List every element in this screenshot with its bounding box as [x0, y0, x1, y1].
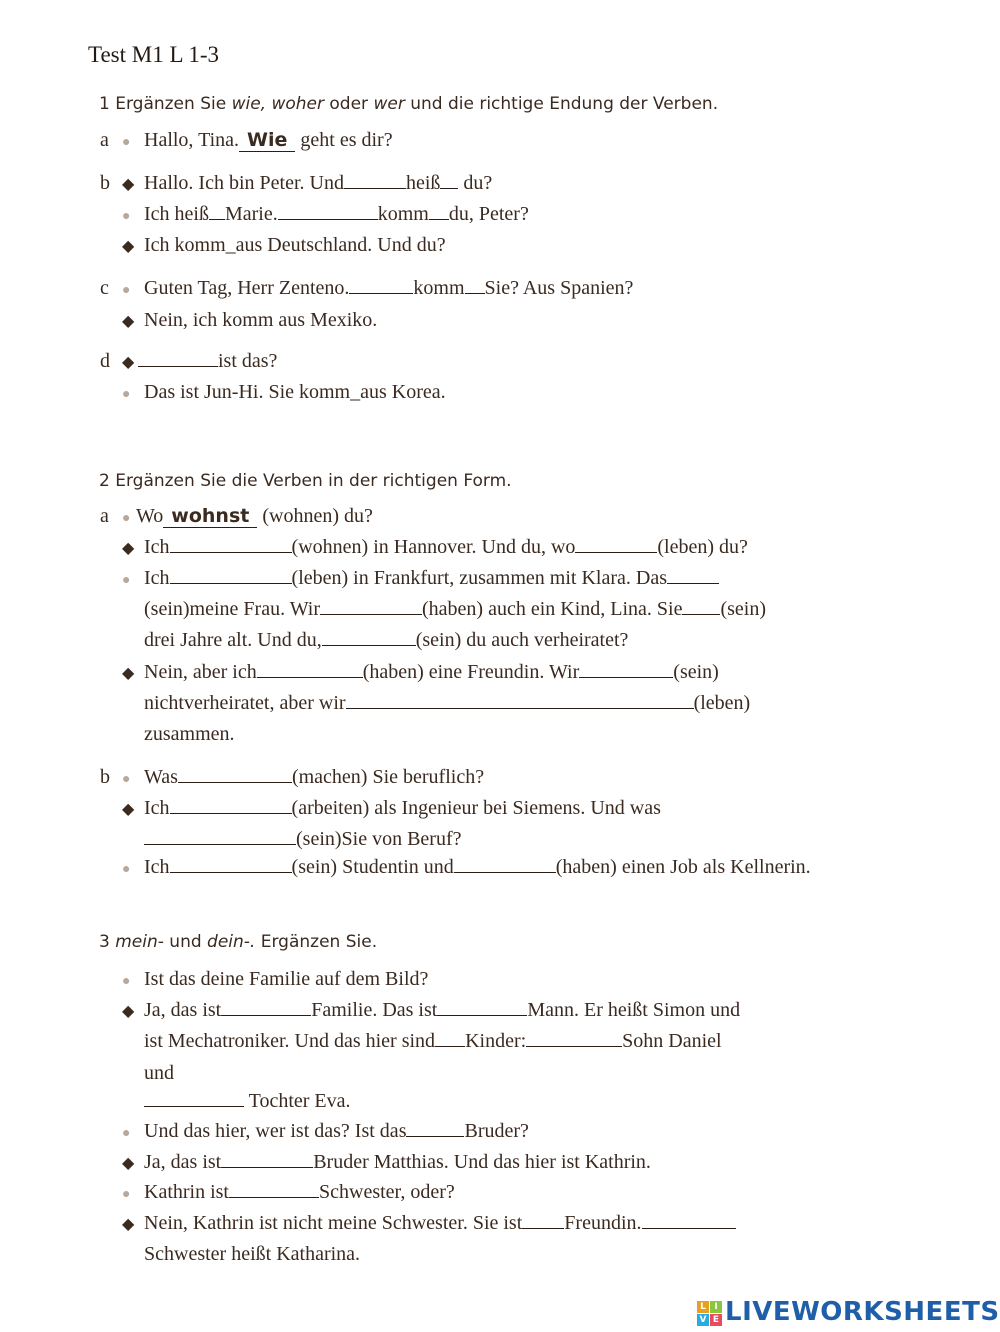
diamond-icon: ◆: [122, 801, 135, 818]
heading-text: und: [163, 932, 208, 952]
line-text: Kathrin ist: [144, 1181, 229, 1203]
exercise-1d-line2: [122, 381, 446, 404]
line-text: ist das?: [218, 350, 278, 372]
line-text: du?: [458, 172, 493, 194]
line-text: (sein): [720, 598, 767, 620]
line-text: Wo: [136, 505, 164, 527]
exercise-2a-line3: [122, 567, 719, 590]
blank-field[interactable]: [257, 663, 363, 678]
bullet-dot-icon: ●: [122, 209, 131, 224]
blank-field[interactable]: [522, 1214, 564, 1229]
line-text: Nein, ich komm aus Mexiko.: [144, 309, 378, 331]
line-text: (wohnen) in Hannover. Und du, wo: [291, 536, 576, 558]
exercise-1d-line1: [100, 350, 277, 373]
exercise-3-line7: [122, 1151, 651, 1174]
line-text: (sein): [673, 661, 719, 683]
bullet-dot-icon: ●: [122, 511, 131, 526]
line-text: (leben) in Frankfurt, zusammen mit Klara. Das: [291, 567, 667, 589]
line-text: und: [144, 1062, 174, 1084]
bullet-dot-icon: ●: [122, 862, 131, 877]
line-text: (arbeiten) als Ingenieur bei Siemens. Und was: [291, 797, 661, 819]
exercise-1c-line1: [100, 277, 633, 300]
blank-field[interactable]: [221, 1153, 313, 1168]
heading-emphasis: wer: [373, 94, 405, 114]
line-text: Familie. Das ist: [311, 999, 438, 1021]
line-text: (sein) du auch verheiratet?: [415, 629, 629, 651]
blank-field[interactable]: [642, 1214, 736, 1229]
line-text: geht es dir?: [295, 129, 393, 151]
liveworksheets-logo-icon: [697, 1301, 721, 1325]
exercise-2a-line5: [144, 629, 628, 652]
blank-field[interactable]: [278, 205, 378, 220]
heading-text: Ergänzen Sie.: [255, 932, 378, 952]
exercise-3-line3: [144, 1030, 722, 1053]
blank-field[interactable]: [170, 538, 292, 553]
line-text: Nein, aber ich: [144, 661, 257, 683]
line-text: Und das hier, wer ist das? Ist das: [144, 1120, 407, 1142]
exercise-2a-line2: [122, 536, 748, 559]
blank-field[interactable]: [170, 858, 292, 873]
diamond-icon: ◆: [122, 238, 135, 255]
line-text: Freundin.: [564, 1212, 642, 1234]
blank-field[interactable]: [170, 799, 292, 814]
line-text: Sohn Daniel: [622, 1030, 722, 1052]
bullet-dot-icon: ●: [122, 135, 131, 150]
exercise-3-line1: [122, 968, 428, 991]
blank-field[interactable]: [178, 768, 292, 783]
diamond-icon: ◆: [122, 1003, 135, 1020]
blank-field[interactable]: [465, 279, 485, 294]
exercise-2a-line7: [144, 692, 750, 715]
line-text: (sein)Sie von Beruf?: [296, 828, 462, 850]
exercise-1b-line2: [122, 203, 529, 226]
line-text: komm: [377, 203, 429, 225]
exercise-2b-line2: [122, 797, 661, 820]
item-letter: c: [100, 277, 109, 299]
blank-field[interactable]: [435, 1032, 465, 1047]
exercise-2a-line1: [100, 505, 373, 528]
item-letter: b: [100, 766, 110, 788]
blank-field[interactable]: [144, 1092, 244, 1107]
blank-field[interactable]: [406, 1122, 464, 1137]
blank-field[interactable]: [144, 830, 296, 845]
line-text: Ist das deine Familie auf dem Bild?: [144, 968, 429, 990]
blank-field[interactable]: [344, 174, 406, 189]
blank-field[interactable]: [229, 1183, 319, 1198]
blank-field[interactable]: [437, 1001, 527, 1016]
exercise-2b-line3: [144, 828, 462, 851]
blank-field[interactable]: [575, 538, 657, 553]
line-text: Ich: [144, 536, 170, 558]
line-text: Schwester heißt Katharina.: [144, 1243, 361, 1265]
section-1-heading: [99, 94, 718, 114]
exercise-3-line10: [144, 1243, 360, 1266]
line-text: Was: [144, 766, 178, 788]
diamond-icon: ◆: [122, 313, 135, 330]
line-text: heiß: [405, 172, 441, 194]
logo-letter: V: [697, 1314, 709, 1326]
line-text: nichtverheiratet, aber wir: [144, 692, 346, 714]
line-text: Marie.: [224, 203, 278, 225]
line-text: Tochter Eva.: [244, 1090, 351, 1112]
exercise-3-line2: [122, 999, 740, 1022]
line-text: Guten Tag, Herr Zenteno.: [144, 277, 350, 299]
line-text: du, Peter?: [448, 203, 529, 225]
exercise-3-line5: [144, 1090, 351, 1113]
bullet-dot-icon: ●: [122, 1187, 131, 1202]
heading-text: 3: [99, 932, 116, 952]
line-text: Ich: [144, 567, 170, 589]
blank-field[interactable]: [322, 631, 416, 646]
line-text: (haben) auch ein Kind, Lina. Sie: [422, 598, 683, 620]
diamond-icon: ◆: [122, 665, 135, 682]
line-text: Sie? Aus Spanien?: [484, 277, 634, 299]
exercise-3-line6: [122, 1120, 529, 1143]
line-text: Bruder Matthias. Und das hier ist Kathrin.: [313, 1151, 651, 1173]
line-text: Ich heiß: [144, 203, 209, 225]
diamond-icon: ◆: [122, 1216, 135, 1233]
exercise-2a-line6: [122, 661, 719, 684]
line-text: (sein)meine Frau. Wir: [144, 598, 320, 620]
blank-field[interactable]: [667, 569, 719, 584]
answer-field[interactable]: Wie: [239, 129, 295, 152]
line-text: Das ist Jun-Hi. Sie komm_aus Korea.: [144, 381, 446, 403]
line-text: Nein, Kathrin ist nicht meine Schwester. Sie ist: [144, 1212, 523, 1234]
line-text: Hallo, Tina.: [144, 129, 240, 151]
line-text: Hallo. Ich bin Peter. Und: [144, 172, 344, 194]
line-text: (haben) eine Freundin. Wir: [362, 661, 580, 683]
line-text: Schwester, oder?: [319, 1181, 455, 1203]
bullet-dot-icon: ●: [122, 974, 131, 989]
line-text: (wohnen) du?: [257, 505, 373, 527]
exercise-2a-line8: [144, 723, 235, 746]
line-text: Ich komm_aus Deutschland. Und du?: [144, 234, 446, 256]
heading-emphasis: mein-: [115, 932, 164, 952]
line-text: (haben) einen Job als Kellnerin.: [555, 856, 811, 878]
blank-field[interactable]: [170, 569, 292, 584]
blank-field[interactable]: [440, 174, 458, 189]
blank-field[interactable]: [454, 858, 556, 873]
bullet-dot-icon: ●: [122, 772, 131, 787]
item-letter: b: [100, 172, 110, 194]
line-text: drei Jahre alt. Und du,: [144, 629, 322, 651]
blank-field[interactable]: [349, 279, 413, 294]
blank-field[interactable]: [346, 694, 694, 709]
liveworksheets-watermark: LIVEWORKSHEETS: [725, 1297, 1000, 1327]
section-2-heading: 2 Ergänzen Sie die Verben in der richtigen Form.: [99, 471, 512, 491]
exercise-2b-line4: [122, 856, 811, 879]
exercise-2b-line1: [100, 766, 484, 789]
line-text: zusammen.: [144, 723, 235, 745]
line-text: komm: [413, 277, 465, 299]
line-text: Ich: [144, 797, 170, 819]
item-letter: d: [100, 350, 110, 372]
bullet-dot-icon: ●: [122, 1126, 131, 1141]
blank-field[interactable]: [682, 600, 720, 615]
bullet-dot-icon: ●: [122, 283, 131, 298]
heading-text: oder: [324, 94, 374, 114]
heading-text: und die richtige Endung der Verben.: [404, 94, 719, 114]
blank-field[interactable]: [429, 205, 449, 220]
blank-field[interactable]: [209, 205, 225, 220]
heading-emphasis: wie, woher: [231, 94, 324, 114]
bullet-dot-icon: ●: [122, 573, 131, 588]
exercise-1b-line3: [122, 234, 446, 257]
line-text: ist Mechatroniker. Und das hier sind: [144, 1030, 436, 1052]
exercise-2a-line4: [144, 598, 766, 621]
answer-field[interactable]: wohnst: [163, 505, 257, 528]
diamond-icon: ◆: [122, 354, 135, 371]
line-text: (sein) Studentin und: [291, 856, 454, 878]
item-letter: a: [100, 129, 109, 151]
line-text: (leben): [693, 692, 751, 714]
exercise-3-line8: [122, 1181, 455, 1204]
exercise-3-line4: [144, 1062, 174, 1085]
line-text: Bruder?: [464, 1120, 529, 1142]
line-text: Ja, das ist: [144, 1151, 222, 1173]
line-text: Ich: [144, 856, 170, 878]
exercise-1c-line2: [122, 309, 377, 332]
bullet-dot-icon: ●: [122, 387, 131, 402]
exercise-1a: [100, 129, 393, 152]
line-text: Kinder:: [465, 1030, 527, 1052]
diamond-icon: ◆: [122, 540, 135, 557]
line-text: (machen) Sie beruflich?: [291, 766, 485, 788]
blank-field[interactable]: [138, 352, 218, 367]
blank-field[interactable]: [221, 1001, 311, 1016]
item-letter: a: [100, 505, 109, 527]
blank-field[interactable]: [579, 663, 673, 678]
diamond-icon: ◆: [122, 1155, 135, 1172]
logo-letter: E: [710, 1314, 722, 1326]
heading-emphasis: dein-.: [207, 932, 256, 952]
exercise-3-line9: [122, 1212, 736, 1235]
blank-field[interactable]: [526, 1032, 622, 1047]
logo-letter: L: [697, 1301, 709, 1313]
diamond-icon: ◆: [122, 176, 135, 193]
heading-text: 1 Ergänzen Sie: [99, 94, 232, 114]
line-text: Ja, das ist: [144, 999, 222, 1021]
line-text: (leben) du?: [657, 536, 748, 558]
logo-letter: I: [710, 1301, 722, 1313]
section-3-heading: [99, 932, 377, 952]
line-text: Mann. Er heißt Simon und: [527, 999, 741, 1021]
exercise-1b-line1: [100, 172, 492, 195]
page-title: Test M1 L 1-3: [88, 42, 220, 67]
blank-field[interactable]: [320, 600, 422, 615]
